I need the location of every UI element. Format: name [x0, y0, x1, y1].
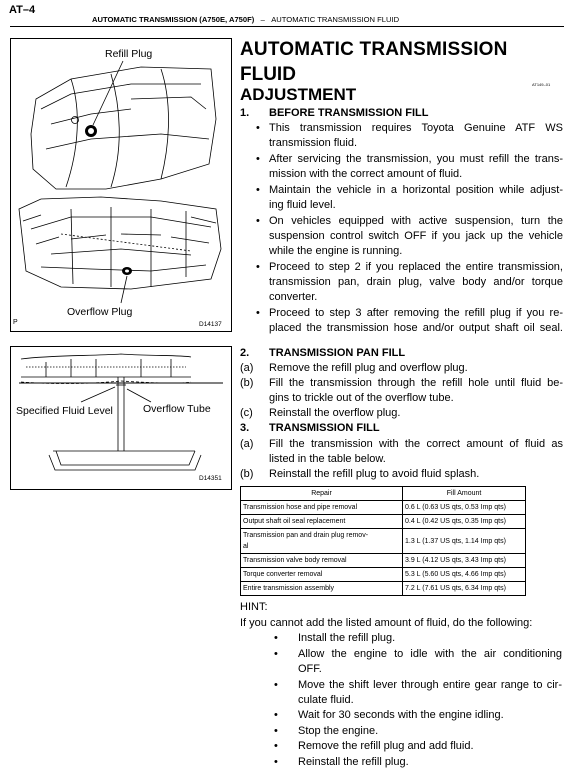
substep-text: gins to trickle out of the overflow tube.	[269, 392, 454, 404]
figure-code: D14351	[199, 475, 222, 482]
bullet-icon: •	[274, 709, 278, 721]
hint-step: Move the shift lever through entire gear range to cir-	[298, 679, 562, 691]
step1-line: ing fluid level.	[269, 199, 336, 211]
table-row	[241, 501, 526, 515]
table-cell: Output shaft oil seal replacement	[241, 515, 403, 529]
hint-intro: If you cannot add the listed amount of fluid, do the following:	[240, 617, 533, 629]
overflow-tube-label: Overflow Tube	[143, 403, 211, 415]
substep-text: Fill the transmission with the correct amount of fluid as	[269, 438, 563, 450]
table-cell: 1.3 L (1.37 US qts, 1.14 Imp qts)	[403, 529, 526, 554]
bullet-icon: •	[274, 740, 278, 752]
hint-step: Stop the engine.	[298, 725, 379, 737]
table-cell	[241, 529, 403, 554]
table-row	[241, 529, 526, 554]
table-header-row	[241, 487, 526, 501]
hint-step: Wait for 30 seconds with the engine idling.	[298, 709, 504, 721]
bullet-icon: •	[274, 725, 278, 737]
table-cell: 5.3 L (5.60 US qts, 4.66 Imp qts)	[403, 568, 526, 582]
bullet-icon: •	[274, 648, 278, 660]
hint-step: Remove the refill plug and add fluid.	[298, 740, 474, 752]
step1-line: After servicing the transmission, you must refill the trans-	[269, 153, 563, 165]
table-cell: 3.9 L (4.12 US qts, 3.43 Imp qts)	[403, 554, 526, 568]
fluid-level-illustration	[11, 347, 231, 489]
section-title-line2: FLUID	[240, 64, 296, 85]
step1-line: Proceed to step 3 after removing the refill plug if you re-	[269, 307, 563, 319]
hint-step: OFF.	[298, 663, 322, 675]
step1-line: mission with the correct amount of fluid.	[269, 168, 463, 180]
substep-label: (a)	[240, 438, 254, 450]
header-subsection-title: AUTOMATIC TRANSMISSION FLUID	[271, 15, 400, 24]
overflow-plug-label: Overflow Plug	[67, 306, 133, 318]
hint-step: Reinstall the refill plug.	[298, 756, 409, 768]
section-title-line1: AUTOMATIC TRANSMISSION	[240, 39, 508, 60]
table-cell: Transmission hose and pipe removal	[241, 501, 403, 515]
fluid-level-label: Specified Fluid Level	[16, 405, 113, 417]
refill-plug-label: Refill Plug	[105, 48, 153, 60]
bullet-icon: •	[256, 184, 260, 196]
step-heading: BEFORE TRANSMISSION FILL	[269, 107, 429, 119]
step1-line: placed the transmission hose and/or output shaft oil seal.	[269, 322, 563, 334]
bullet-icon: •	[256, 153, 260, 165]
hint-step: Allow the engine to idle with the air conditioning	[298, 648, 562, 660]
hint-label: HINT:	[240, 601, 268, 613]
table-cell: 0.6 L (0.63 US qts, 0.53 Imp qts)	[403, 501, 526, 515]
transmission-illustration	[11, 39, 231, 331]
table-cell-text: al	[243, 543, 249, 550]
step1-line: suspension control switch OFF if you jack up the vehicle	[269, 230, 563, 242]
hint-step: Install the refill plug.	[298, 632, 396, 644]
step-number: 3.	[240, 422, 250, 434]
figure-code: D14137	[199, 321, 222, 328]
table-row	[241, 568, 526, 582]
section-code: AT149–01	[532, 82, 551, 87]
table-row	[241, 554, 526, 568]
step1-line: transmission fluid.	[269, 137, 358, 149]
step1-line: converter.	[269, 291, 318, 303]
page-number: AT–4	[9, 4, 36, 16]
substep-label: (b)	[240, 377, 254, 389]
table-cell: 7.2 L (7.61 US qts, 6.34 Imp qts)	[403, 582, 526, 596]
step-number: 1.	[240, 107, 250, 119]
bullet-icon: •	[256, 122, 260, 134]
table-row	[241, 582, 526, 596]
figure-transmission-plugs	[10, 38, 232, 332]
substep-text: listed in the table below.	[269, 453, 386, 465]
table-cell: Transmission valve body removal	[241, 554, 403, 568]
table-cell: Torque converter removal	[241, 568, 403, 582]
bullet-icon: •	[274, 632, 278, 644]
running-header	[92, 15, 399, 24]
step1-line: transmission pan, drain plug, valve body and/or torque	[269, 276, 563, 288]
table-cell: 0.4 L (0.42 US qts, 0.35 Imp qts)	[403, 515, 526, 529]
fill-amount-table	[240, 486, 526, 596]
figure-corner-mark: P	[13, 319, 18, 326]
bullet-icon: •	[256, 215, 260, 227]
step1-line: Proceed to step 2 if you replaced the entire transmission,	[269, 261, 563, 273]
substep-label: (b)	[240, 468, 254, 480]
substep-label: (a)	[240, 362, 254, 374]
header-rule	[10, 26, 564, 27]
step1-line: On vehicles equipped with active suspension, turn the	[269, 215, 563, 227]
substep-text: Reinstall the overflow plug.	[269, 407, 401, 419]
bullet-icon: •	[256, 261, 260, 273]
substep-label: (c)	[240, 407, 253, 419]
table-header: Repair	[241, 487, 403, 501]
step1-line: This transmission requires Toyota Genuine ATF WS	[269, 122, 563, 134]
table-header: Fill Amount	[403, 487, 526, 501]
table-row	[241, 515, 526, 529]
substep-text: Fill the transmission through the refill hole until fluid be-	[269, 377, 563, 389]
substep-text: Remove the refill plug and overflow plug.	[269, 362, 468, 374]
bullet-icon: •	[274, 679, 278, 691]
step-heading: TRANSMISSION PAN FILL	[269, 347, 406, 359]
bullet-icon: •	[256, 307, 260, 319]
header-section-title: AUTOMATIC TRANSMISSION (A750E, A750F)	[92, 15, 255, 24]
substep-text: Reinstall the refill plug to avoid fluid splash.	[269, 468, 480, 480]
step1-line: Maintain the vehicle in a horizontal position while adjust-	[269, 184, 563, 196]
step-number: 2.	[240, 347, 250, 359]
bullet-icon: •	[274, 756, 278, 768]
step-heading: TRANSMISSION FILL	[269, 422, 380, 434]
table-cell: Entire transmission assembly	[241, 582, 403, 596]
subsection-title: ADJUSTMENT	[240, 85, 357, 104]
figure-fluid-level	[10, 346, 232, 490]
table-cell-text: Transmission pan and drain plug remov-	[243, 532, 369, 539]
header-separator: –	[260, 15, 265, 24]
step1-line: while the engine is running.	[269, 245, 403, 257]
hint-step: culate fluid.	[298, 694, 354, 706]
